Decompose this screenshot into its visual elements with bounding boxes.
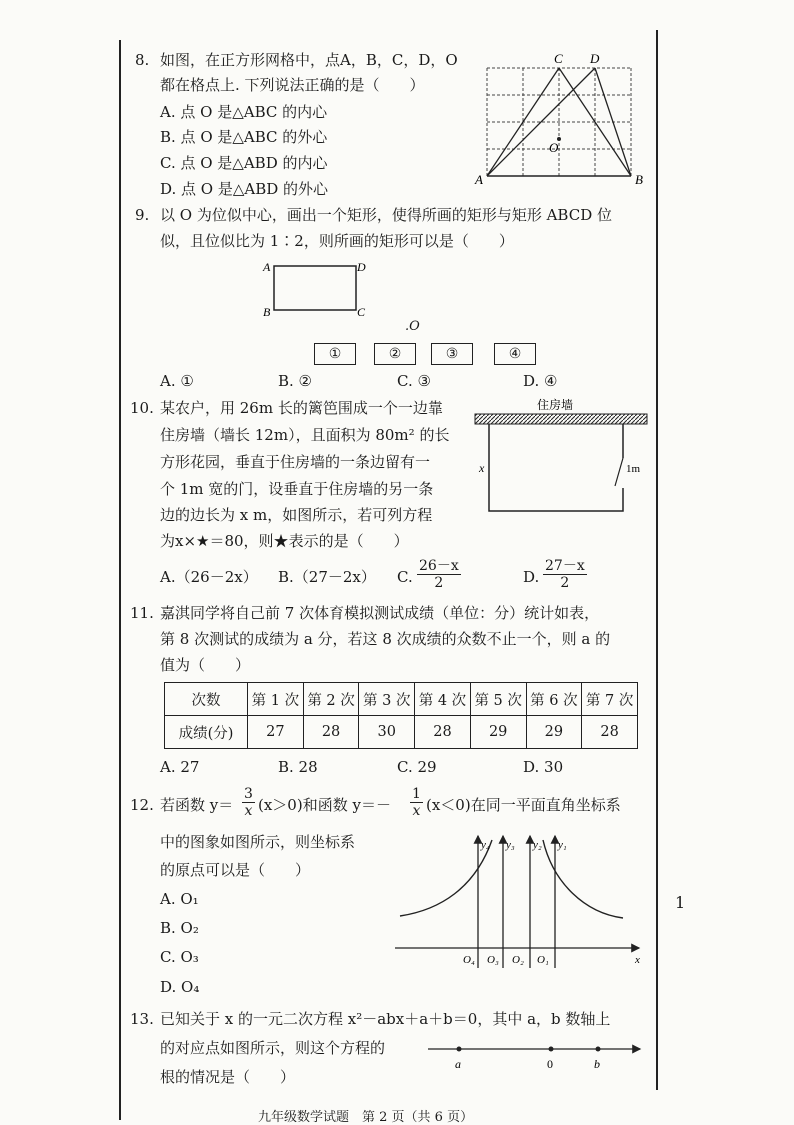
table-cell: 29 [526, 716, 582, 749]
q11-score-table [164, 682, 638, 749]
q10-line-6: 为x×★＝80，则★表示的是（ ） [160, 532, 409, 550]
q13-label-zero: 0 [547, 1057, 553, 1071]
q9-rectangle-figure [260, 258, 380, 318]
q10-line-4: 个 1m 宽的门，设垂直于住房墙的另一条 [160, 480, 434, 498]
q12-frac1-numerator: 3 [244, 786, 253, 802]
q10-option-c-denominator: 2 [434, 575, 444, 591]
q10-wall-label: 住房墙 [537, 398, 574, 412]
table-row [165, 716, 638, 749]
right-margin-rule [656, 30, 658, 1090]
q12-fraction-3-over-x [242, 786, 255, 819]
q13-number: 13. [130, 1010, 154, 1028]
table-cell: 28 [303, 716, 359, 749]
q8-grid [487, 68, 631, 176]
table-cell: 30 [359, 716, 415, 749]
q12-number: 12. [130, 796, 154, 814]
q12-frac2-numerator: 1 [412, 786, 421, 802]
table-cell: 28 [582, 716, 638, 749]
q10-x-label: x [479, 461, 485, 475]
q13-line-2: 的对应点如图所示，则这个方程的 [160, 1039, 386, 1057]
q10-line-2: 住房墙（墙长 12m），且面积为 80m² 的长 [160, 426, 450, 444]
q11-line-2: 第 8 次测试的成绩为 a 分，若这 8 次成绩的众数不止一个，则 a 的 [160, 630, 611, 648]
q11-number: 11. [130, 604, 154, 622]
table-header: 第 1 次 [248, 683, 304, 716]
q9-option-d: D. ④ [523, 372, 558, 390]
q8-stem-line1: 如图，在正方形网格中，点A，B，C，D，O [160, 51, 458, 69]
q11-line-1: 嘉淇同学将自己前 7 次体育模拟测试成绩（单位：分）统计如表， [160, 604, 600, 622]
q8-label-a: A [475, 172, 483, 187]
q10-option-d-numerator: 27－x [545, 558, 585, 574]
q9-box-3: ③ [431, 343, 473, 365]
left-margin-rule [119, 40, 121, 1120]
q10-option-d-prefix: D. [523, 568, 540, 586]
q10-garden-figure [475, 396, 655, 521]
table-header: 次数 [165, 683, 248, 716]
q10-door-label: 1m [626, 463, 641, 475]
q12-option-a: A. O₁ [160, 890, 199, 908]
q10-option-a: A.（26－2x） [160, 568, 258, 586]
q10-option-c-prefix: C. [397, 568, 413, 586]
q11-option-b: B. 28 [278, 758, 318, 776]
q12-option-b: B. O₂ [160, 919, 199, 937]
table-header: 第 2 次 [303, 683, 359, 716]
q12-frac1-denominator: x [244, 803, 253, 819]
q9-box-4: ④ [494, 343, 536, 365]
q12-hyperbola-figure [395, 828, 645, 968]
q8-option-c: C. 点 O 是△ABD 的内心 [160, 154, 328, 172]
q9-label-a: A [263, 260, 271, 274]
q12-label-y4: y₄ [481, 839, 490, 851]
q13-point-zero [549, 1047, 554, 1052]
q12-line1-part-b: (x＞0)和函数 y＝－ [258, 796, 391, 814]
q13-point-a [457, 1047, 462, 1052]
q12-option-c: C. O₃ [160, 948, 199, 966]
q11-option-d: D. 30 [523, 758, 564, 776]
margin-page-mark: 1 [675, 893, 686, 912]
q10-option-d-denominator: 2 [560, 575, 570, 591]
q9-label-c: C [357, 305, 366, 319]
table-header: 第 4 次 [415, 683, 471, 716]
q12-frac2-denominator: x [412, 803, 421, 819]
table-cell: 28 [415, 716, 471, 749]
q8-label-b: B [635, 172, 643, 187]
q8-stem-line2: 都在格点上. 下列说法正确的是（ ） [160, 76, 425, 94]
q10-option-b: B.（27－2x） [278, 568, 376, 586]
q9-option-b: B. ② [278, 372, 313, 390]
q9-label-d: D [357, 260, 366, 274]
table-row-label: 成绩(分) [165, 716, 248, 749]
q8-label-o: O [549, 140, 559, 155]
q8-label-c: C [554, 51, 563, 66]
q9-number: 9. [135, 206, 150, 224]
q12-label-y1: y₁ [558, 839, 567, 851]
q12-line1-part-c: (x＜0)在同一平面直角坐标系 [426, 796, 621, 814]
q9-center-o: .O [405, 319, 420, 334]
q12-line-2: 中的图象如图所示，则坐标系 [160, 833, 356, 851]
q12-label-x: x [635, 954, 640, 966]
q8-number: 8. [135, 51, 150, 69]
q13-label-b: b [594, 1057, 600, 1071]
q8-option-d: D. 点 O 是△ABD 的外心 [160, 180, 329, 198]
q10-line-1: 某农户，用 26m 长的篱笆围成一个一边靠 [160, 399, 443, 417]
q11-option-a: A. 27 [160, 758, 200, 776]
q12-label-o2: O₂ [512, 954, 524, 966]
q9-option-a: A. ① [160, 372, 194, 390]
q12-fraction-1-over-x [410, 786, 423, 819]
q9-box-1: ① [314, 343, 356, 365]
q13-label-a: a [455, 1057, 461, 1071]
table-cell: 29 [470, 716, 526, 749]
q13-number-line [428, 1040, 646, 1074]
q10-option-d-fraction [543, 558, 587, 591]
table-header: 第 3 次 [359, 683, 415, 716]
q8-grid-figure [475, 48, 655, 188]
q12-line-3: 的原点可以是（ ） [160, 861, 311, 879]
q8-option-a: A. 点 O 是△ABC 的内心 [160, 103, 328, 121]
table-row [165, 683, 638, 716]
q10-number: 10. [130, 399, 154, 417]
q11-option-c: C. 29 [397, 758, 437, 776]
q12-option-d: D. O₄ [160, 978, 200, 996]
q12-label-o3: O₃ [487, 954, 499, 966]
table-header: 第 6 次 [526, 683, 582, 716]
q13-point-b [596, 1047, 601, 1052]
q9-option-c: C. ③ [397, 372, 431, 390]
q10-option-c-numerator: 26－x [419, 558, 459, 574]
q12-label-o4: O₄ [463, 954, 475, 966]
q9-stem-line2: 似，且位似比为 1∶2，则所画的矩形可以是（ ） [160, 232, 514, 250]
q13-line-1: 已知关于 x 的一元二次方程 x²－abx＋a＋b＝0，其中 a，b 数轴上 [160, 1010, 611, 1028]
q12-label-o1: O₁ [537, 954, 549, 966]
q8-option-b: B. 点 O 是△ABC 的外心 [160, 128, 328, 146]
q8-label-d: D [590, 51, 600, 66]
table-cell: 27 [248, 716, 304, 749]
q10-option-c-fraction [417, 558, 461, 591]
table-header: 第 7 次 [582, 683, 638, 716]
q9-box-2: ② [374, 343, 416, 365]
q10-line-3: 方形花园，垂直于住房墙的一条边留有一 [160, 453, 431, 471]
table-header: 第 5 次 [470, 683, 526, 716]
q9-stem-line1: 以 O 为位似中心，画出一个矩形，使得所画的矩形与矩形 ABCD 位 [160, 206, 613, 224]
q12-line1-part-a: 若函数 y＝ [160, 796, 234, 814]
q13-line-3: 根的情况是（ ） [160, 1068, 296, 1086]
page-footer: 九年级数学试题 第 2 页（共 6 页） [258, 1110, 474, 1125]
q12-label-y3: y₃ [506, 839, 515, 851]
q11-line-3: 值为（ ） [160, 656, 251, 674]
q12-label-y2: y₂ [533, 839, 542, 851]
q10-line-5: 边的边长为 x m，如图所示，若可列方程 [160, 506, 433, 524]
q9-label-b: B [263, 305, 271, 319]
